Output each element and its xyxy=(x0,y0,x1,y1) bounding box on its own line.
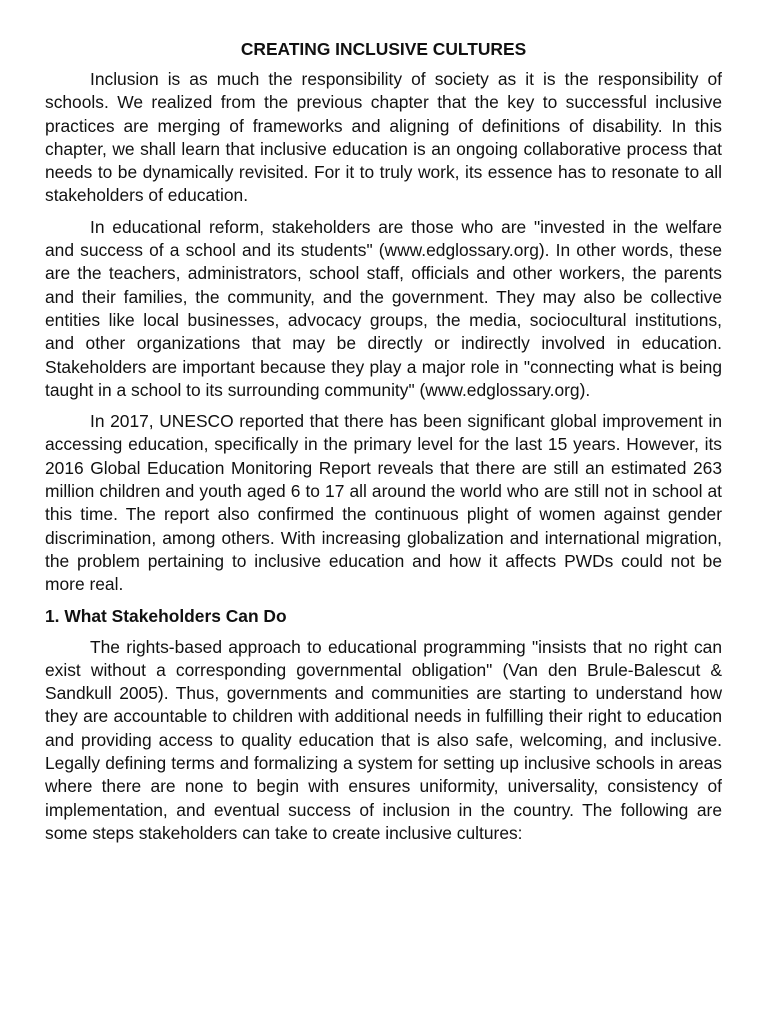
section-heading: 1. What Stakeholders Can Do xyxy=(45,605,287,626)
intro-paragraph: Inclusion is as much the responsibility of society as it is the responsibility of schools. We realized from the previous chapter that the key to successful inclusive practices are merging of frameworks and aligning of definitions of disability. In this chapter, we shall learn that inclusive education is an ongoing collaborative process that needs to be dynamically revisited. For it to truly work, its essence has to resonate to all stakeholders of education. xyxy=(45,69,722,206)
stakeholders-paragraph: In educational reform, stakeholders are those who are "invested in the welfare and success of a school and its students" (www.edglossary.org). In other words, these are the teachers, administrators, school staff, officials and other workers, the parents and their families, the community, and the government. They may also be collective entities like local businesses, advocacy groups, the media, sociocultural institutions, and other organizations that may be directly or indirectly involved in education. Stakeholders are important because they play a major role in "connecting what is being taught in a school to its surrounding community" (www.edglossary.org). xyxy=(45,216,722,400)
unesco-paragraph: In 2017, UNESCO reported that there has been significant global improvement in accessing education, specifically in the primary level for the last 15 years. However, its 2016 Global Education Monitoring Report reveals that there are still an estimated 263 million children and youth aged 6 to 17 all around the world who are still not in school at this time. The report also confirmed the continuous plight of women against gender discrimination, among others. With increasing globalization and international migration, the problem pertaining to inclusive education and how it affects PWDs could not be more real. xyxy=(45,411,722,595)
document-page xyxy=(45,38,722,853)
page-title: CREATING INCLUSIVE CULTURES xyxy=(240,39,527,59)
section-paragraph: The rights-based approach to educational programming "insists that no right can exist without a corresponding governmental obligation" (Van den Brule-Balescut & Sandkull 2005). Thus, governments and communities are starting to understand how they are accountable to children with additional needs in fulfilling their right to education and providing access to quality education that is also safe, welcoming, and inclusive. Legally defining terms and formalizing a system for setting up inclusive schools in areas where there are none to begin with ensures uniformity, universality, consistency of implementation, and eventual success of inclusion in the country. The following are some steps stakeholders can take to create inclusive cultures: xyxy=(45,636,722,843)
